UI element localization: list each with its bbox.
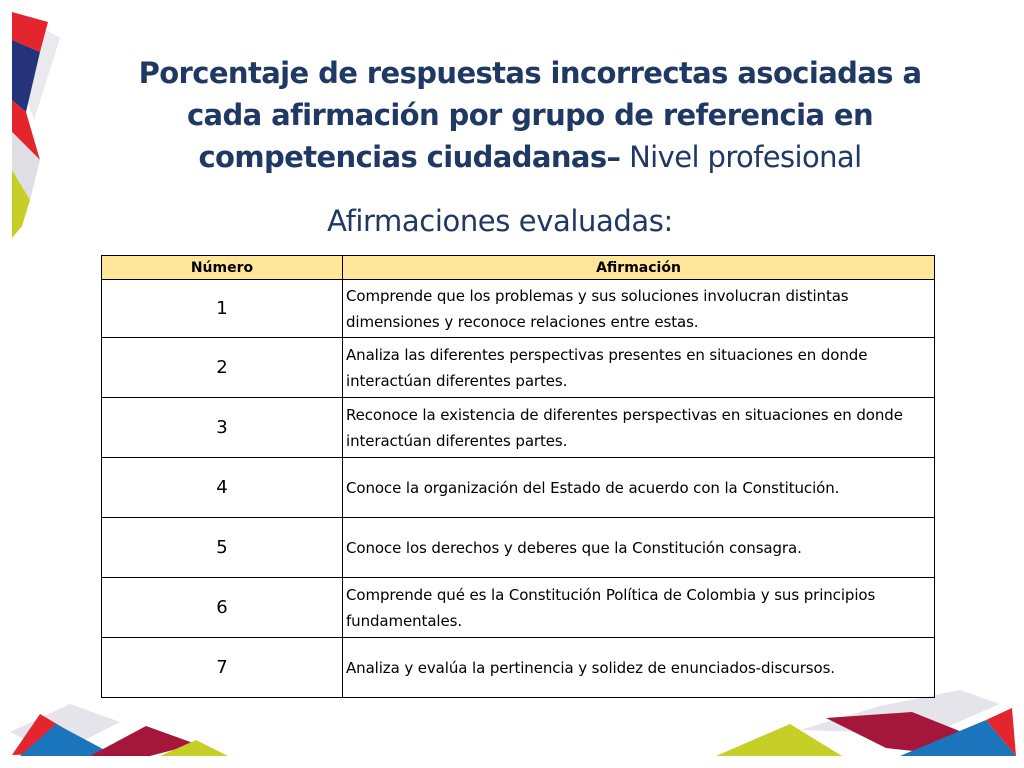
page-title	[110, 52, 950, 178]
row-statement: Comprende qué es la Constitución Política de Colombia y sus principios fundamentales.	[343, 578, 935, 638]
row-number: 3	[102, 398, 343, 458]
row-statement: Conoce los derechos y deberes que la Constitución consagra.	[343, 518, 935, 578]
table-row	[102, 338, 935, 398]
title-bold-text: Porcentaje de respuestas incorrectas asociadas a cada afirmación por grupo de referencia en competencias ciudadanas–	[138, 56, 922, 174]
table-row	[102, 638, 935, 698]
table-header-row	[102, 256, 935, 280]
row-number: 5	[102, 518, 343, 578]
title-level-text: Nivel profesional	[620, 140, 862, 174]
statements-table	[101, 255, 935, 698]
row-statement: Analiza y evalúa la pertinencia y solidez de enunciados-discursos.	[343, 638, 935, 698]
header-afirmacion: Afirmación	[343, 256, 935, 280]
row-number: 4	[102, 458, 343, 518]
row-statement: Reconoce la existencia de diferentes perspectivas en situaciones en donde interactúan diferentes partes.	[343, 398, 935, 458]
row-number: 1	[102, 280, 343, 338]
section-subtitle: Afirmaciones evaluadas:	[327, 204, 673, 238]
row-statement: Analiza las diferentes perspectivas presentes en situaciones en donde interactúan diferentes partes.	[343, 338, 935, 398]
row-statement: Conoce la organización del Estado de acuerdo con la Constitución.	[343, 458, 935, 518]
table-row	[102, 518, 935, 578]
table-row	[102, 458, 935, 518]
table-row	[102, 578, 935, 638]
row-statement: Comprende que los problemas y sus soluciones involucran distintas dimensiones y reconoce relaciones entre estas.	[343, 280, 935, 338]
table-row	[102, 398, 935, 458]
row-number: 6	[102, 578, 343, 638]
row-number: 7	[102, 638, 343, 698]
row-number: 2	[102, 338, 343, 398]
header-numero: Número	[102, 256, 343, 280]
table-row	[102, 280, 935, 338]
